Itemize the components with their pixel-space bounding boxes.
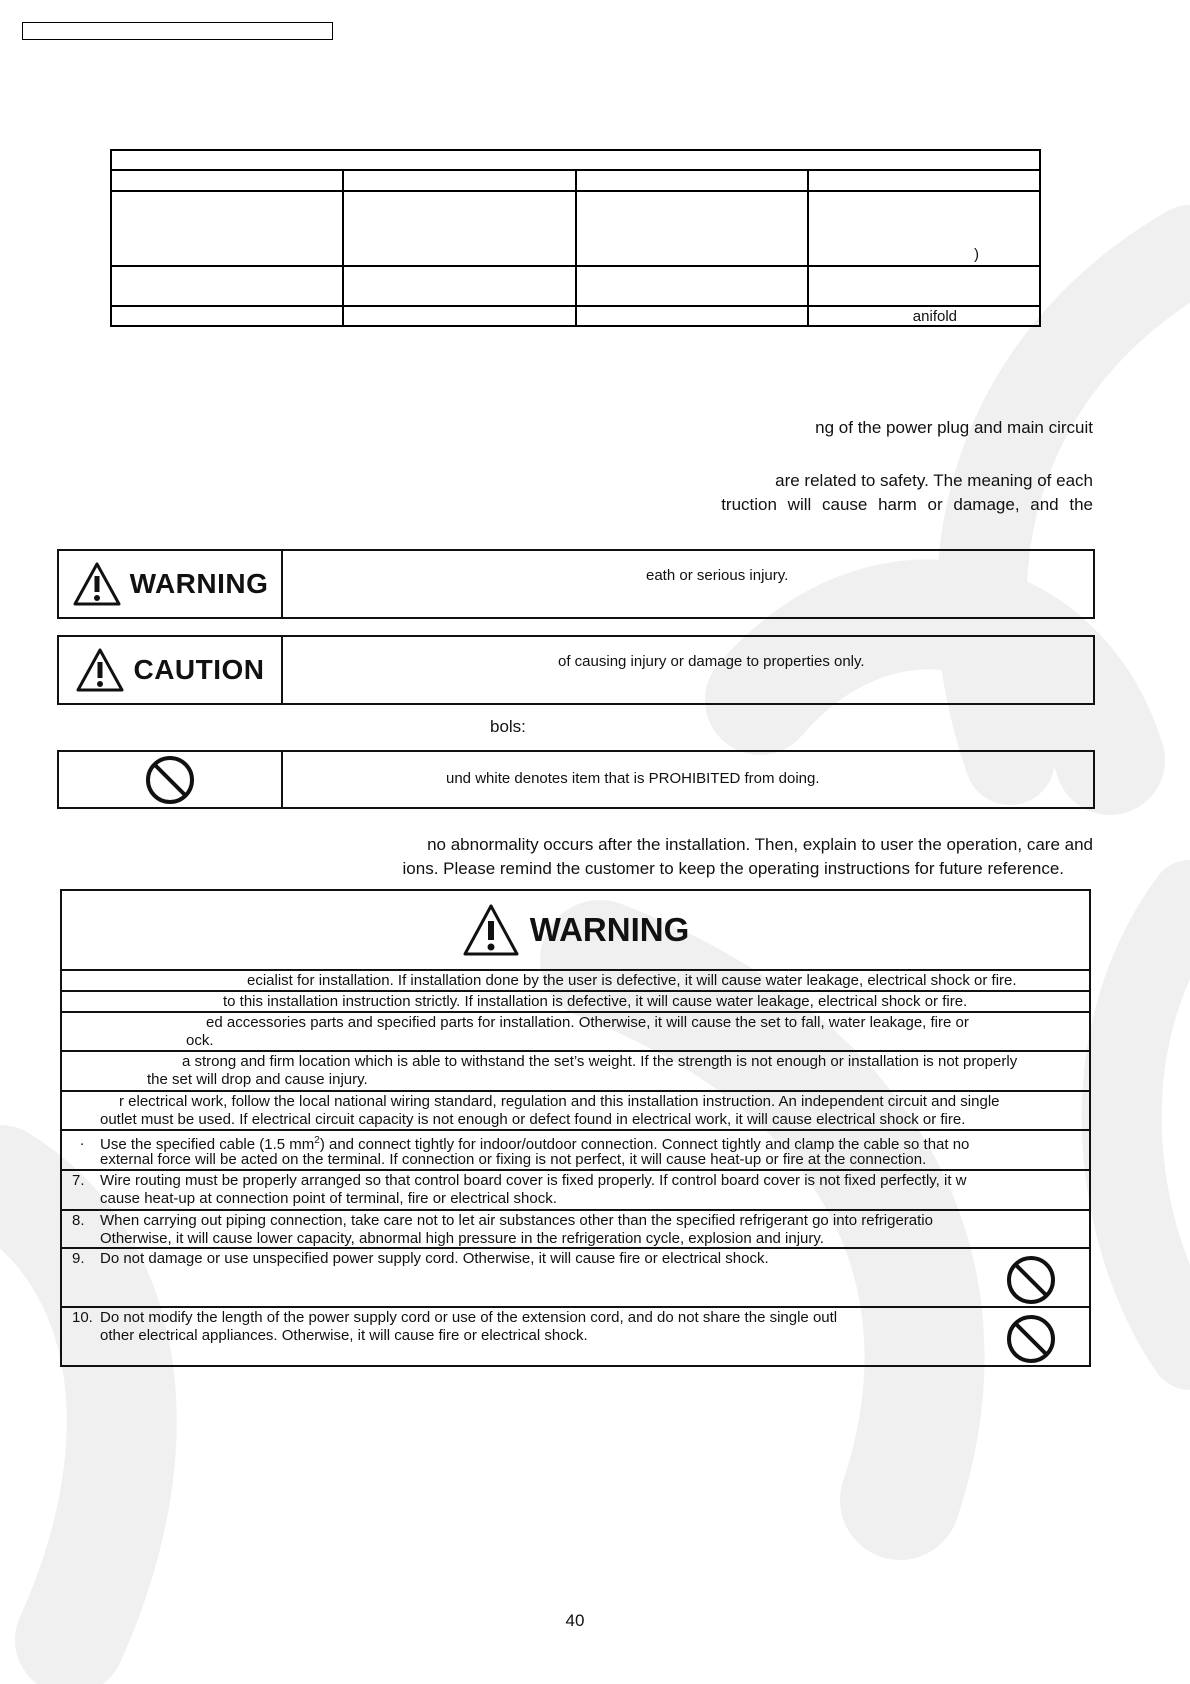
prohibited-description: und white denotes item that is PROHIBITED from doing. <box>446 770 820 787</box>
warning-item-text-line-2: ock. <box>186 1032 214 1049</box>
warning-description-cell <box>283 551 1093 617</box>
tools-table-cell <box>576 191 808 266</box>
warning-item-text: ecialist for installation. If installation done by the user is defective, it will cause water leakage, electrical shock or fire. <box>247 972 1017 989</box>
warning-item-text: ed accessories parts and specified parts for installation. Otherwise, it will cause the set to fall, water leakage, fire or <box>206 1014 969 1031</box>
tools-table-cell <box>111 306 343 326</box>
warning-item-row <box>62 969 1089 990</box>
tools-table-header <box>111 150 1040 170</box>
prohibited-icon <box>144 754 196 806</box>
header-box <box>22 22 333 40</box>
tools-table-cell <box>343 191 575 266</box>
warning-item-row <box>62 1209 1089 1247</box>
warning-table-title: WARNING <box>529 911 690 948</box>
superscript: 2 <box>314 1135 320 1146</box>
warning-item-text: r electrical work, follow the local national wiring standard, regulation and this installation instruction. An independent circuit and single <box>119 1093 1000 1110</box>
tools-table-cell <box>808 266 1040 306</box>
tools-table-cell <box>576 266 808 306</box>
warning-item-row <box>62 1011 1089 1050</box>
warning-item-row <box>62 1090 1089 1129</box>
caution-triangle-icon <box>75 647 125 693</box>
tools-table-cell: anifold <box>808 306 1040 326</box>
tools-table-cell <box>808 170 1040 191</box>
page-number: 40 <box>565 1611 585 1630</box>
warning-label: WARNING <box>129 568 269 599</box>
caution-description-cell <box>283 637 1093 703</box>
warning-item-row <box>62 1247 1089 1306</box>
warning-item-row <box>62 990 1089 1011</box>
tools-table-cell <box>576 170 808 191</box>
tools-table-cell <box>111 191 343 266</box>
warning-item-text-line-2: cause heat-up at connection point of terminal, fire or electrical shock. <box>100 1190 557 1207</box>
warning-instructions-table <box>60 889 1091 1367</box>
warning-item-text: Wire routing must be properly arranged so that control board cover is fixed properly. If control board cover is not fixed perfectly, it w <box>100 1172 967 1189</box>
warning-symbol-box <box>57 549 1095 619</box>
intro-line-3: truction will cause harm or damage, and the <box>721 495 1093 514</box>
after-install-line-2: ions. Please remind the customer to keep the operating instructions for future reference. <box>402 859 1064 878</box>
warning-item-number: 9. <box>72 1250 85 1267</box>
prohibited-icon <box>1005 1254 1057 1306</box>
tools-table-cell: ) <box>808 191 1040 266</box>
warning-item-text: a strong and firm location which is able to withstand the set’s weight. If the strength is not enough or installation is not properly <box>182 1053 1018 1070</box>
caution-symbol-box <box>57 635 1095 705</box>
warning-item-number: . <box>80 1132 85 1149</box>
warning-item-text-part: ) and connect tightly for indoor/outdoor connection. Connect tightly and clamp the cable so that no <box>319 1136 970 1153</box>
warning-item-number: 8. <box>72 1212 85 1229</box>
prohibited-symbol-cell <box>59 752 283 807</box>
warning-item-text: When carrying out piping connection, take care not to let air substances other than the specified refrigerant go into refrigeratio <box>100 1212 933 1229</box>
warning-triangle-icon <box>72 561 122 607</box>
warning-item-row <box>62 1050 1089 1090</box>
prohibited-description-cell <box>283 752 1093 807</box>
warning-item-number: 10. <box>72 1309 93 1326</box>
warning-item-text-line-2: the set will drop and cause injury. <box>147 1071 368 1088</box>
warning-item-text-line-2: other electrical appliances. Otherwise, it will cause fire or electrical shock. <box>100 1327 588 1344</box>
symbols-heading: bols: <box>490 717 526 736</box>
warning-description: eath or serious injury. <box>646 567 789 584</box>
warning-item-number: 7. <box>72 1172 85 1189</box>
tools-table <box>110 149 1041 327</box>
warning-item-row <box>62 1169 1089 1209</box>
tools-table-cell <box>111 266 343 306</box>
warning-item-row <box>62 1129 1089 1169</box>
warning-item-text: Do not damage or use unspecified power supply cord. Otherwise, it will cause fire or electrical shock. <box>100 1250 769 1267</box>
warning-item-text-line-2: external force will be acted on the terminal. If connection or fixing is not perfect, it will cause heat-up or fire at the connection. <box>100 1151 927 1168</box>
warning-item-text-part: Use the specified cable (1.5 mm <box>100 1136 315 1153</box>
warning-item-text: to this installation instruction strictly. If installation is defective, it will cause water leakage, electrical shock or fire. <box>223 993 968 1010</box>
tools-table-cell <box>343 306 575 326</box>
warning-table-title-row <box>62 891 1089 969</box>
tools-table-cell <box>576 306 808 326</box>
after-install-line-1: no abnormality occurs after the installation. Then, explain to user the operation, care and <box>427 835 1093 854</box>
prohibited-icon <box>1005 1313 1057 1365</box>
caution-symbol-cell <box>59 637 283 703</box>
intro-line-2: are related to safety. The meaning of each <box>775 471 1093 490</box>
caution-description: of causing injury or damage to properties only. <box>558 653 865 670</box>
prohibited-symbol-box <box>57 750 1095 809</box>
warning-triangle-icon <box>462 903 520 957</box>
tools-table-cell <box>343 170 575 191</box>
warning-item-row <box>62 1306 1089 1365</box>
tools-table-cell <box>343 266 575 306</box>
warning-symbol-cell <box>59 551 283 617</box>
warning-item-text-line-2: Otherwise, it will cause lower capacity, abnormal high pressure in the refrigeration cycle, explosion and injury. <box>100 1230 824 1247</box>
warning-item-text-line-2: outlet must be used. If electrical circuit capacity is not enough or defect found in electrical work, it will cause electrical shock or fire. <box>100 1111 966 1128</box>
caution-label: CAUTION <box>133 654 265 685</box>
warning-item-text: Do not modify the length of the power supply cord or use of the extension cord, and do not share the single outl <box>100 1309 838 1326</box>
intro-line-1: ng of the power plug and main circuit <box>815 418 1093 437</box>
tools-table-cell <box>111 170 343 191</box>
